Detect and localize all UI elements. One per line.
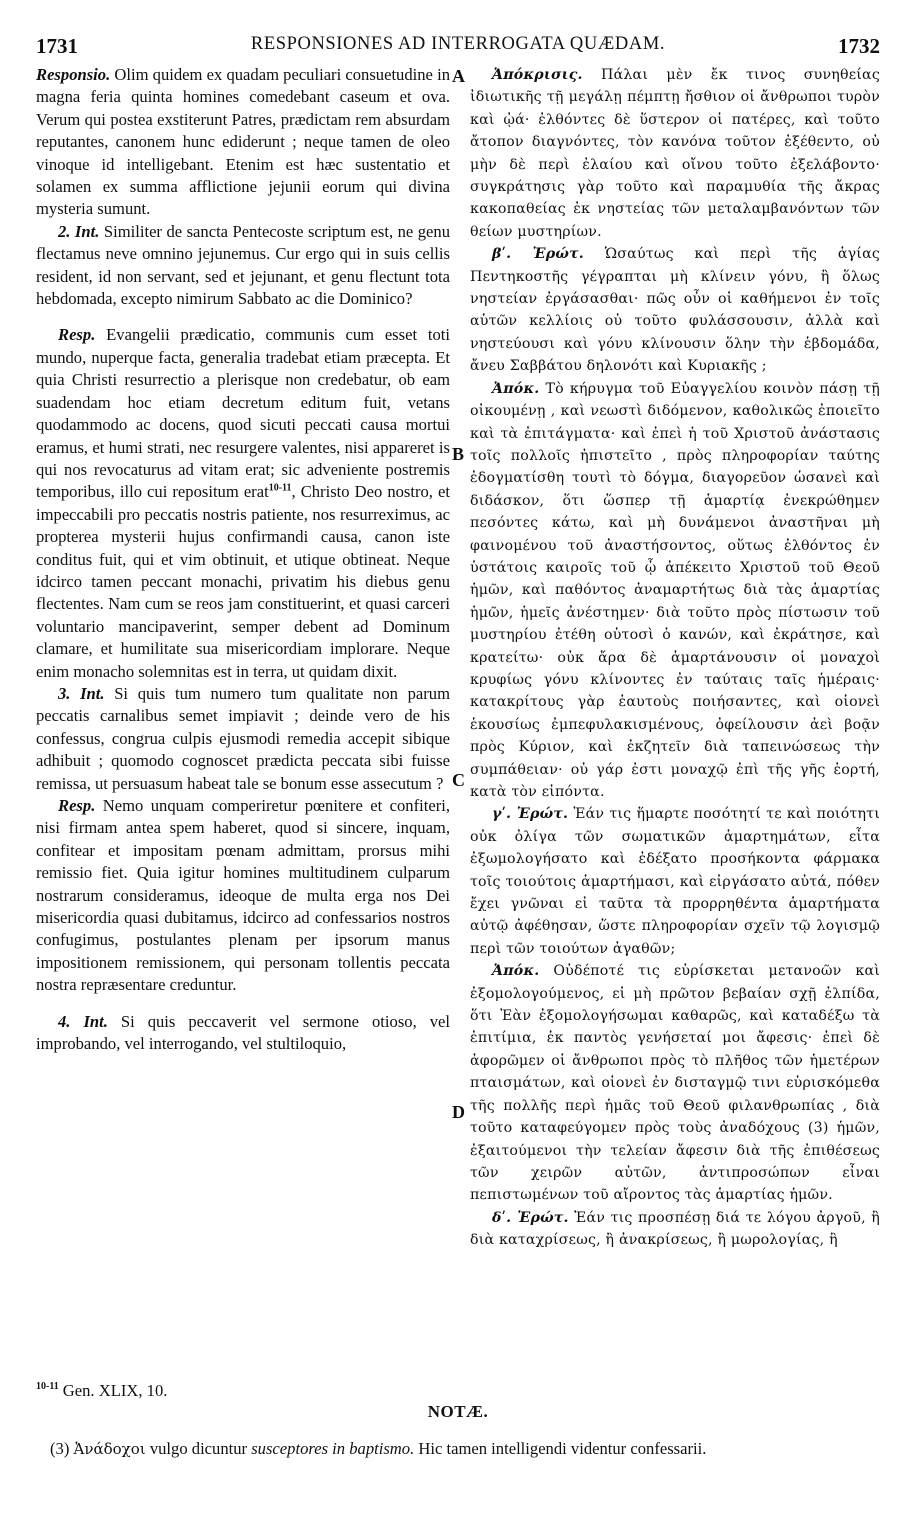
note-text xyxy=(50,1438,880,1460)
speaker-label: Resp. xyxy=(58,325,96,345)
margin-letter-d: D xyxy=(452,1102,465,1122)
margin-letter-a: A xyxy=(452,66,465,86)
paragraph-text: Si quis tum numero tum qualitate non parum peccatis carnalibus semet impiavit ; deinde vero de his confessus, congrua culpis ejusmodi remedia accepit sibique adhibuit ; quomodo cognoscet prædicta peccata sibi fuisse remissa, ut persuasum habeat tale se bonum esse assecutum ? xyxy=(36,683,450,793)
note-italic-text: susceptores in baptismo. xyxy=(251,1439,415,1458)
scripture-footnote xyxy=(36,1381,167,1401)
speaker-label: Ἀπόκ. xyxy=(492,963,540,980)
margin-letter-c: C xyxy=(452,770,465,790)
footnote-reference: 10-11 xyxy=(268,482,292,494)
greek-column xyxy=(470,64,880,1252)
speaker-label: Ἀπόκ. xyxy=(492,380,540,397)
latin-paragraph xyxy=(36,683,450,795)
paragraph-text: Evangelii prædicatio, communis cum esset toti mundo, nuperque facta, generalia tradebat etiam præcepta. Et quia Christi resurrectio a plerisque non credebatur, ob eam suadendam hoc etiam decretum editum fuit, vetans quodammodo ac docens, quod sicuti peccati causa mortui eramus, et humi strati, nec resurgere valentes, nisi appareret is qui nos revocaturus ad vitam erat; sic adveniente postremis temporibus, illo cui repositum erat xyxy=(36,325,450,502)
greek-paragraph xyxy=(470,64,880,243)
speaker-label: Responsio. xyxy=(36,65,111,84)
paragraph-text: Ἐάν τις ἥμαρτε ποσότητί τε καὶ ποιότητι οὐκ ὀλίγα τῶν σωματικῶν ἁμαρτημάτων, εἶτα ἐξωμολογήσατο καὶ ἐδέξατο προσήκοντα φάρμακα τοῖς τοιούτοις ἁμαρτήμασι, καὶ εἰργάσατο αὐτά, πόθεν ἔχει γνῶναι εἰ ταῦτα τὰ προρρηθέντα ἁμαρτήματα αὐτῷ ἀφέθησαν, ὥστε πληροφορίαν σχεῖν τῷ λογισμῷ περὶ τῶν τοιούτων ἀγαθῶν; xyxy=(470,806,880,957)
greek-paragraph xyxy=(470,378,880,804)
speaker-label: βʹ. Ἐρώτ. xyxy=(492,246,584,263)
paragraph-text: Si quis peccaverit vel sermone otioso, vel improbando, vel interrogando, vel stultiloquio, xyxy=(36,1011,450,1054)
margin-letter-b: B xyxy=(452,444,465,464)
paragraph-text: Ὡσαύτως καὶ περὶ τῆς ἁγίας Πεντηκοστῆς γέγραπται μὴ κλίνειν γόνυ, ἢ ὅλως νηστείαν ἐργάσασθαι· πῶς οὖν οἱ καθήμενοι ἐν τοῖς αὑτῶν κελλίοις οὐ τοῦτο φυλάσσουσιν, ἀλλὰ καὶ νηστεύουσι καὶ γόνυ κλίνουσιν ὅλην τὴν ἑβδομάδα, ἄνευ Σαββάτου δηλονότι καὶ Κυριακῆς ; xyxy=(470,246,880,375)
right-column-number: 1732 xyxy=(838,34,880,58)
note-number: (3) xyxy=(50,1439,70,1458)
speaker-label: δʹ. Ἐρώτ. xyxy=(492,1209,569,1226)
speaker-label: 2. Int. xyxy=(58,221,100,241)
speaker-label: γʹ. Ἐρώτ. xyxy=(492,806,569,823)
note-text-part: vulgo dicuntur xyxy=(145,1439,252,1458)
speaker-label: Ἀπόκρισις. xyxy=(492,67,583,83)
footnote-text: Gen. XLIX, 10. xyxy=(62,1381,168,1400)
note-greek-word: Ἀνάδοχοι xyxy=(73,1440,146,1458)
page-header xyxy=(36,34,880,62)
running-title: RESPONSIONES AD INTERROGATA QUÆDAM. xyxy=(250,34,666,54)
paragraph-text: , Christo Deo nostro, et impeccabili pro peccatis nostris patiente, nos resurreximus, ac propterea mysterii hujus confirmandi causa, canon iste conditus fuit, qui et vim obtinuit, et utique obtineat. Neque idcirco tamen peccant monachi, privatim his diebus genu flectentes. Nam cum se reos jam constituerint, et quasi carceri voluntario mancipaverint, semper debent ad Dominum clamare, et humilitate sua misericordiam implorare. Neque enim monacho solemnitas est in terra, ut quidam dixit. xyxy=(36,482,450,681)
paragraph-text: Nemo unquam comperiretur pœnitere et confiteri, nisi firmam antea spem haberet, quod si sincere, inquam, confitear et impositam pœnam admittam, prorsus mihi remissio fiet. Quia igitur homines multitudinem culparum nostrarum consideramus, ideoque de multa erga nos Dei misericordia quasi dubitamus, idcirco ad confessarios nostros confugimus, postulantes plenam per ipsorum manus impositionem remissionem, qui personam tollentis peccata nostra repræsentare creduntur. xyxy=(36,796,450,995)
latin-paragraph xyxy=(36,64,450,221)
note-text-part: Hic tamen intelligendi videntur confessarii. xyxy=(414,1439,707,1458)
greek-paragraph xyxy=(470,243,880,377)
latin-paragraph xyxy=(36,221,450,311)
left-column-number: 1731 xyxy=(36,34,78,58)
paragraph-text: Οὐδέποτέ τις εὑρίσκεται μετανοῶν καὶ ἐξομολογούμενος, εἰ μὴ πρῶτον βεβαίαν σχῇ ἐλπίδα, ὅτι Ἐὰν ἐξομολογήσωμαι καθαρῶς, καὶ καταδέξω τὰ ἐπιτίμια, ἐκ παντὸς γενήσεταί μοι ἄφεσις· ἐπεὶ δὲ ἀφορῶμεν οἱ ἄνθρωποι πρὸς τὸ πλῆθος τῶν ἡμετέρων πταισμάτων, καὶ οἱονεὶ ἐν δισταγμῷ τινι εὑρισκόμεθα τῆς πολλῆς περὶ ἡμᾶς τοῦ Θεοῦ φιλανθρωπίας , διὰ τοῦτο καταφεύγομεν πρὸς τοὺς ἀναδόχους (3) ἡμῶν, ἐξαιτούμενοι τὴν τελείαν ἄφεσιν διὰ τῆς ἐπιθέσεως τῶν χειρῶν αὐτῶν, ἀντιπροσώπων εἶναι πεπιστωμένων τοῦ αἴροντος τὰς ἁμαρτίας ἡμῶν. xyxy=(470,963,880,1204)
latin-paragraph xyxy=(36,795,450,997)
speaker-label: 4. Int. xyxy=(58,1011,108,1031)
paragraph-text: Similiter de sancta Pentecoste scriptum est, ne genu flectamus neve omnino jejunemus. Cur ergo qui in suis cellis resident, id non servant, sed et jejunant, et genu flectunt tota hebdomada, excepto nimirum Sabbato ac die Dominico? xyxy=(36,221,451,309)
latin-paragraph xyxy=(36,324,450,683)
paragraph-text: Τὸ κήρυγμα τοῦ Εὐαγγελίου κοινὸν πάσῃ τῇ οἰκουμένῃ , καὶ νεωστὶ διδόμενον, καθολικῶς ἐποιεῖτο καὶ τὰ ἐπιτάγματα· καὶ ἐπεὶ ἡ τοῦ Χριστοῦ ἀνάστασις τοῖς πολλοῖς ἠπιστεῖτο , πρὸς πληροφορίαν ταύτης ἐδογματίσθη τουτὶ τὸ δόγμα, διαγορεῦον ὡσανεὶ καὶ διδάσκον, ὅτι ὥσπερ τῇ ἁμαρτίᾳ ἐνεκρώθημεν πεσόντες κάτω, καὶ μὴ δυνάμενοι ἀναστῆναι μὴ φαινομένου τοῦ ἀναστήσοντος, οὕτως ἐλθόντος ἐν ὑστάτοις καιροῖς τοῦ ᾧ ἀπέκειτο Χριστοῦ τοῦ Θεοῦ ἡμῶν, καὶ παθόντος ἀναμαρτήτως διὰ τὰς ἁμαρτίας ἡμῶν, ἡμεῖς ἀνέστημεν· διὰ τοῦτο πρὸς πίστωσιν τοῦ μυστηρίου ἐτέθη οὑτοσὶ ὁ κανών, καὶ ἐκράτησε, καὶ κρατείτω· οὐκ ἄρα δὲ ἁμαρτάνουσιν οἱ μοναχοὶ κρυφίως γόνυ κλίνοντες ἐν ταύταις ταῖς ἡμέραις· κατακρίτους γὰρ ἑαυτοὺς ποιήσαντες, καὶ οἱονεὶ ἑκουσίως ἐμπεφυλακισμένους, ὀφείλουσιν ἀεὶ βοᾷν πρὸς Κύριον, καὶ ἐκζητεῖν διὰ ταπεινώσεως τὴν συμπάθειαν· οὐ γάρ ἐστι μοναχῷ ἐπὶ τῆς γῆς ἑορτή, κατὰ τὸν εἰπόντα. xyxy=(470,380,880,800)
paragraph-text: Πάλαι μὲν ἔκ τινος συνηθείας ἰδιωτικῆς τῇ μεγάλῃ πέμπτῃ ἤσθιον οἱ ἄνθρωποι τυρὸν καὶ ᾠά· ἐλθόντες δὲ ὕστερον οἱ πατέρες, καὶ τοῦτο ἄτοπον διαγνόντες, τὸν κανόνα τοῦτον ἐξέθεντο, οὐ μὴν δὲ περὶ ἐλαίου καὶ οἴνου τοῦτο ἐξελάβοντο· συγκράτησις γὰρ τοῦτο καὶ παραμυθία τῆς ἄκρας κακοπαθείας ἐκ νηστείας τῶν μεταλαμβανόντων τῶν θείων μυστηρίων. xyxy=(470,67,880,240)
latin-paragraph xyxy=(36,1011,450,1056)
notes-heading: NOTÆ. xyxy=(427,1402,489,1421)
latin-column xyxy=(36,64,450,1055)
greek-paragraph xyxy=(470,803,880,960)
speaker-label: 3. Int. xyxy=(58,683,105,703)
speaker-label: Resp. xyxy=(58,796,96,815)
greek-paragraph xyxy=(470,1207,880,1252)
footnote-number: 10-11 xyxy=(36,1381,59,1393)
greek-paragraph xyxy=(470,960,880,1206)
paragraph-text: Olim quidem ex quadam peculiari consuetudine in magna feria quinta homines comedebant caseum et ova. Verum qui postea exstiterunt Patres, prædictam rem absurdam reputantes, canonem hunc ediderunt ; neque tamen de oleo vinoque id intelligebant. Etenim est hæc sustentatio et solamen ex summa afflictione jejunii eorum qui divina mysteria sumunt. xyxy=(36,65,450,219)
paragraph-text: Ἐάν τις προσπέσῃ διά τε λόγου ἀργοῦ, ἢ διὰ καταχρίσεως, ἢ ἀνακρίσεως, ἢ μωρολογίας, ἢ xyxy=(470,1209,880,1249)
